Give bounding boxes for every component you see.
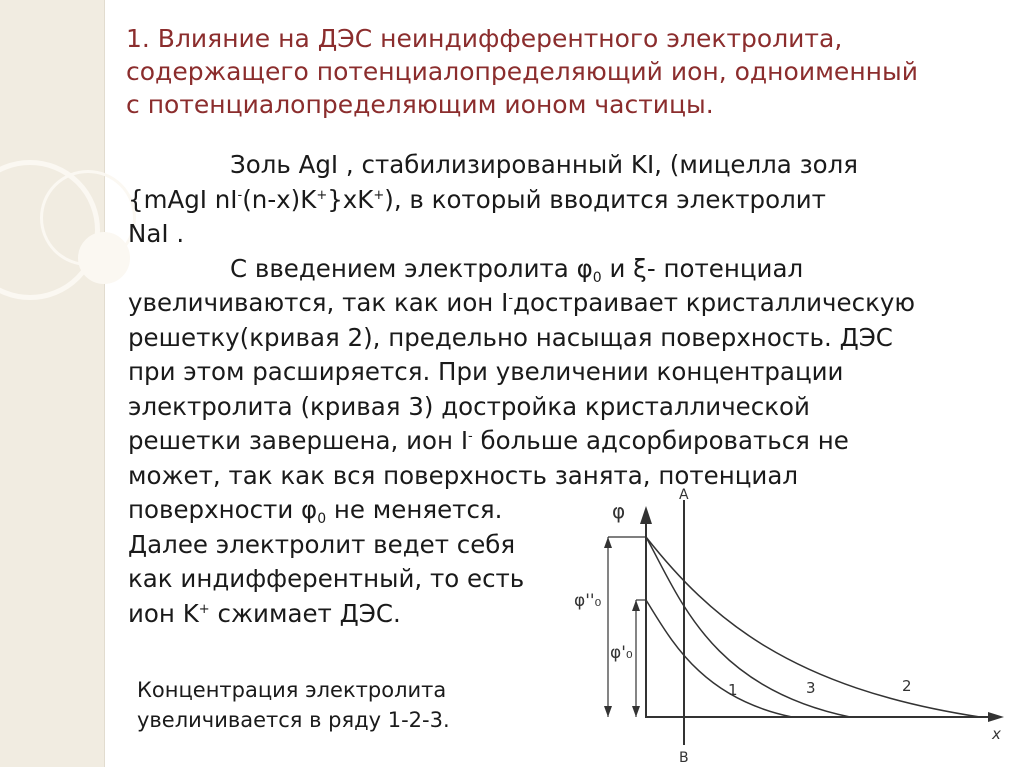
title-line: с потенциалопределяющим ионом частицы. [126,90,714,119]
y-axis-arrow [640,506,652,524]
title-line: содержащего потенциалопределяющий ион, одноименный [126,57,918,86]
curve-label-2: 2 [902,677,912,695]
text-span: сжимает ДЭС. [209,598,401,628]
dimension-arrow [604,537,612,548]
text-span: увеличиваются, так как ион I [128,288,509,317]
text-span: не меняется. [326,495,503,524]
text-line [128,183,1008,218]
y-axis-label: φ [612,499,626,523]
text-span: больше адсорбироваться не [472,426,849,455]
text-line: при этом расширяется. При увеличении концентрации [128,357,844,386]
text-line [128,424,1008,459]
text-span: Золь AgI , стабилизированный KI, (мицелла золя [230,150,859,179]
title-line: 1. Влияние на ДЭС неиндифферентного электролита, [126,24,843,53]
decorative-ring [78,232,130,284]
slide-title [126,22,1006,121]
caption-line: Концентрация электролита [137,678,447,702]
curve-1 [646,600,792,717]
text-span: (n-x)K [242,184,317,214]
label-a: A [679,488,689,503]
text-span: решетки завершена, ион I [128,426,469,455]
text-span: поверхности φ [128,495,318,524]
text-line: решетку(кривая 2), предельно насыщая поверхность. ДЭС [128,322,893,352]
dimension-arrow [632,600,640,611]
x-axis-label: x [992,725,1001,743]
superscript: + [373,187,385,203]
phi-double-prime-label: φ''₀ [574,591,602,611]
text-line: электролита (кривая 3) достройка кристаллической [128,391,810,421]
x-axis-arrow [988,712,1004,722]
text-line [128,286,1008,321]
curve-3 [646,537,850,717]
potential-diagram [560,488,1010,767]
text-line [128,148,1008,183]
superscript: + [316,187,328,203]
text-span: }xK [327,184,374,214]
dimension-arrow [604,706,612,717]
text-span: достраивает кристаллическую [513,288,915,317]
subscript: 0 [317,511,327,527]
text-line [128,252,1008,287]
text-line: может, так как вся поверхность занята, потенциал [128,460,799,490]
text-span: С введением электролита φ [230,253,593,283]
superscript: - [508,291,514,306]
dimension-arrow [632,706,640,717]
subscript: 0 [592,269,602,286]
text-span: NaI . [128,219,185,248]
curve-label-1: 1 [728,681,738,699]
text-line [128,217,1008,252]
caption-line: увеличивается в ряду 1-2-3. [137,708,450,732]
text-span: {mAgI nI [128,184,238,214]
text-line: Далее электролит ведет себя [128,529,516,559]
curve-label-3: 3 [806,679,816,697]
superscript: - [237,187,243,203]
text-span: ион K [128,598,199,628]
superscript: - [468,429,473,444]
text-line: как индифферентный, то есть [128,564,525,593]
phi-prime-label: φ'₀ [610,643,633,663]
superscript: + [198,601,210,617]
text-span: и ξ- потенциал [601,253,804,283]
diagram-caption [137,675,450,735]
decorative-side-strip [0,0,105,767]
label-b: B [679,750,689,766]
text-span: ), в который вводится электролит [384,184,826,214]
